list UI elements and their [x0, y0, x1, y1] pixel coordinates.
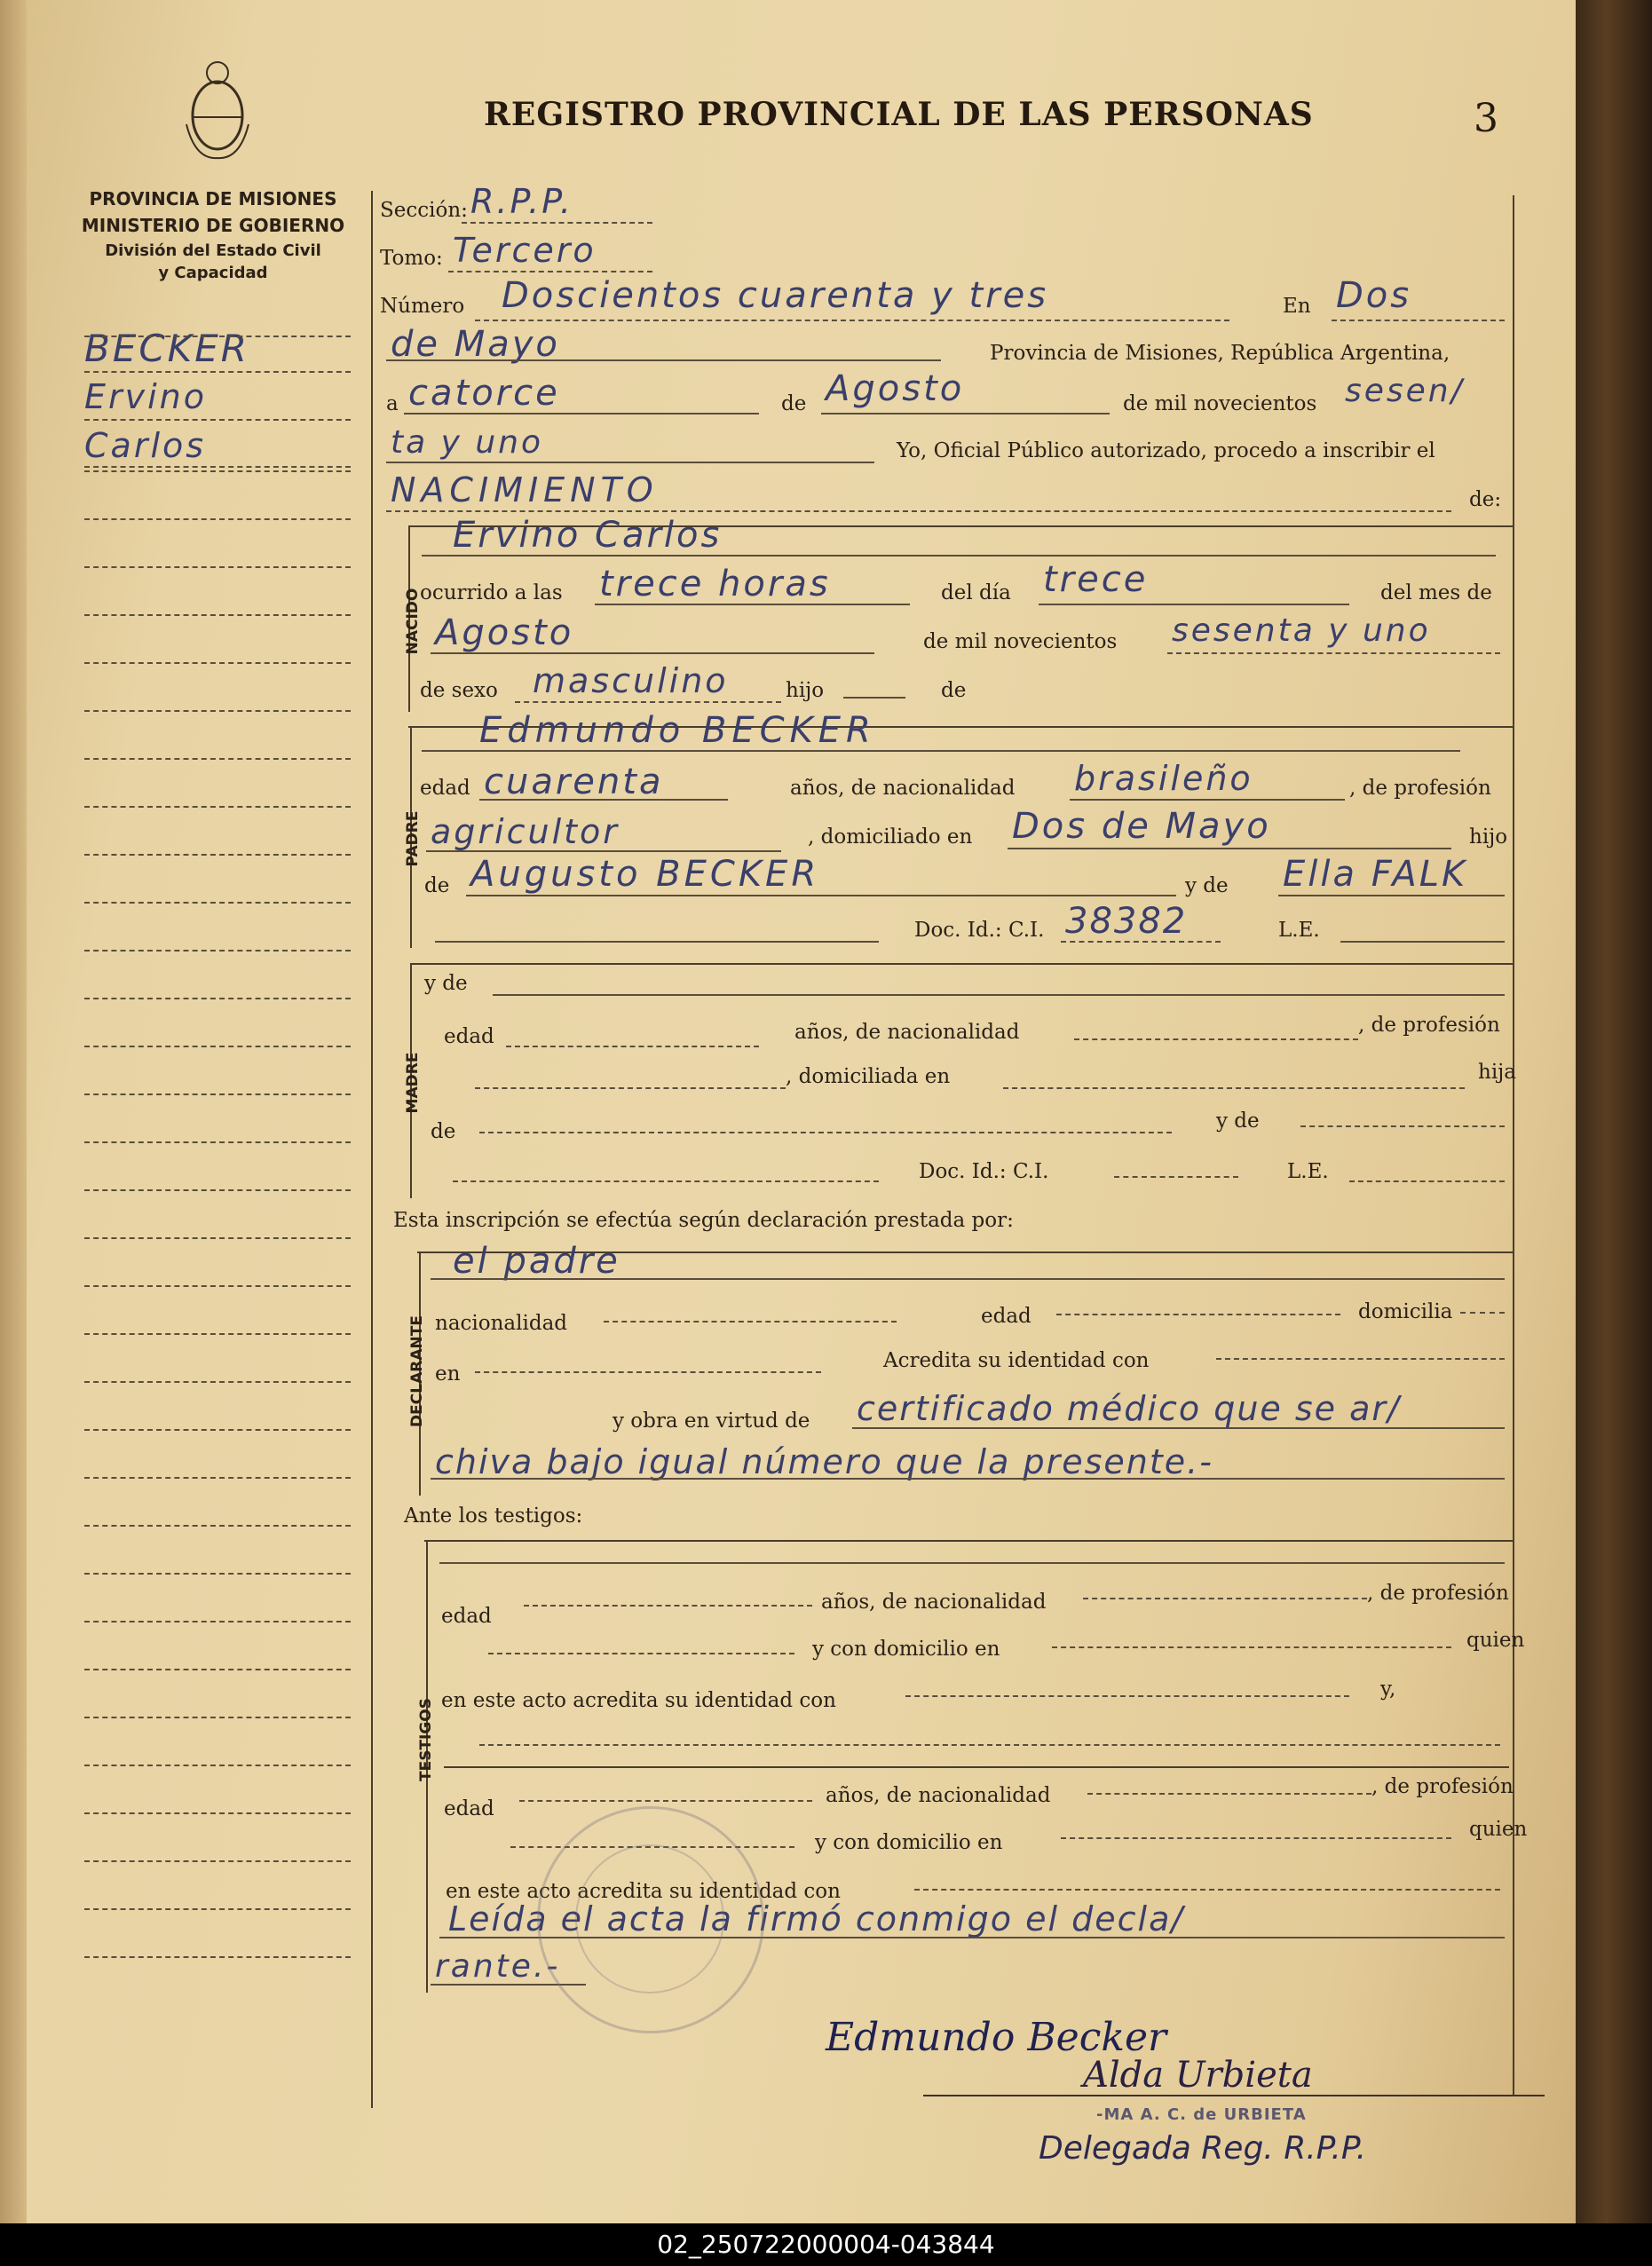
nacido-de-label: de	[941, 679, 967, 702]
image-id-footer: 02_250722000004-043844	[0, 2223, 1652, 2266]
declarante-edad-label: edad	[981, 1305, 1032, 1328]
coat-of-arms-icon	[178, 53, 257, 169]
margin-rule-line	[84, 1812, 351, 1814]
padre-section-label: PADRE	[404, 810, 422, 867]
anio-1: sesen/	[1345, 373, 1465, 409]
margin-rule-line	[84, 1429, 351, 1431]
margin-rule-line	[84, 1285, 351, 1287]
nacido-nombre: Ervino Carlos	[453, 515, 723, 556]
padre-profesion-label: , de profesión	[1349, 777, 1491, 800]
hora-value: trece horas	[599, 564, 831, 604]
testigo2-quien-label: quien	[1469, 1818, 1528, 1841]
firma-oficial: Alda Urbieta	[1083, 2055, 1313, 2096]
en-label: En	[1283, 295, 1311, 318]
previous-page-edge	[0, 0, 28, 2223]
margin-rule-line	[84, 1908, 351, 1910]
madre-nacionalidad-label: años, de nacionalidad	[794, 1021, 1020, 1044]
hijo-label: hijo	[786, 679, 825, 702]
oficial-text: Yo, Oficial Público autorizado, procedo a inscribir el	[897, 439, 1435, 462]
margin-rule-line	[84, 1669, 351, 1670]
margin-rule-line	[84, 950, 351, 951]
testigo1-quien-label: quien	[1466, 1629, 1525, 1652]
margin-rule-line	[84, 1621, 351, 1623]
margin-rule-line	[84, 710, 351, 712]
testigo2-acredita-label: en este acto acredita su identidad con	[446, 1880, 841, 1903]
documento-1: certificado médico que se ar/	[857, 1389, 1401, 1428]
madre-le-label: L.E.	[1287, 1160, 1329, 1183]
margin-rule-line	[84, 566, 351, 568]
margin-rule-line	[84, 806, 351, 808]
madre-y-de2-label: y de	[1216, 1109, 1260, 1133]
province-name: PROVINCIA DE MISIONES	[89, 188, 337, 209]
numero-label: Número	[380, 295, 465, 318]
margin-rule-line	[84, 1333, 351, 1335]
madre-hija-label: hija	[1478, 1061, 1517, 1084]
margin-rule-line	[84, 854, 351, 856]
padre-y-de-label: y de	[1185, 874, 1229, 897]
page-number: 3	[1474, 96, 1499, 141]
numero-value: Doscientos cuarenta y tres	[502, 275, 1049, 316]
margin-rule-line	[84, 1189, 351, 1191]
domiciliada-label: , domiciliada en	[786, 1065, 951, 1088]
testigo1-nacionalidad-label: años, de nacionalidad	[821, 1591, 1047, 1614]
padre-nacionalidad-label: años, de nacionalidad	[790, 777, 1016, 800]
margin-surname: BECKER	[84, 327, 249, 370]
margin-rule-line	[84, 1717, 351, 1718]
padre-doc-label: Doc. Id.: C.I.	[914, 919, 1045, 942]
tomo-value: Tercero	[453, 231, 597, 270]
sexo-value: masculino	[533, 661, 729, 700]
margin-rule-line	[84, 998, 351, 999]
margin-rule-line	[84, 470, 351, 472]
acredita-label: Acredita su identidad con	[883, 1349, 1150, 1372]
margin-name-line	[84, 336, 351, 337]
margin-rule-line	[84, 758, 351, 760]
madre-doc-label: Doc. Id.: C.I.	[919, 1160, 1049, 1183]
seccion-value: R.P.P.	[470, 182, 574, 221]
domiciliado-label: , domiciliado en	[808, 825, 973, 849]
madre-y-de-label: y de	[424, 972, 468, 995]
declarante-nombre: el padre	[453, 1241, 620, 1282]
margin-rule-line	[84, 902, 351, 904]
abuela-paterna: Ella FALK	[1283, 854, 1468, 895]
mil-label: de mil novecientos	[1123, 392, 1317, 415]
lugar-1: Dos	[1336, 275, 1412, 316]
padre-nombre: Edmundo BECKER	[479, 710, 876, 751]
margin-rule-line	[84, 1237, 351, 1239]
testigo2-domicilio-label: y con domicilio en	[815, 1831, 1003, 1854]
nacido-section-label: NACIDO	[404, 588, 422, 655]
cierre-texto-2: rante.-	[435, 1948, 561, 1985]
margin-rule-line	[84, 1525, 351, 1527]
obra-label: y obra en virtud de	[613, 1409, 810, 1433]
margin-name-line	[84, 466, 351, 468]
madre-section-label: MADRE	[404, 1052, 422, 1114]
margin-rule-line	[84, 662, 351, 664]
madre-de-label: de	[431, 1120, 456, 1143]
declarante-section-label: DECLARANTE	[408, 1315, 426, 1427]
del-mes-label: del mes de	[1380, 581, 1492, 604]
testigo2-nacionalidad-label: años, de nacionalidad	[826, 1784, 1051, 1807]
madre-edad-label: edad	[444, 1025, 494, 1048]
padre-nacionalidad: brasileño	[1074, 759, 1253, 798]
division-name: División del Estado Civil	[105, 241, 321, 260]
main-frame-left	[371, 191, 373, 2108]
ministry-name: MINISTERIO DE GOBIERNO	[81, 215, 345, 236]
testigo1-acredita-label: en este acto acredita su identidad con	[441, 1689, 836, 1712]
division-name-2: y Capacidad	[158, 264, 268, 282]
firma-declarante: Edmundo Becker	[826, 2015, 1167, 2060]
ocurrido-label: ocurrido a las	[420, 581, 563, 604]
declaracion-intro: Esta inscripción se efectúa según declaración prestada por:	[393, 1209, 1014, 1232]
issuing-authority	[62, 188, 364, 282]
padre-profesion: agricultor	[431, 812, 620, 851]
testigo1-edad-label: edad	[441, 1605, 492, 1628]
padre-domicilio: Dos de Mayo	[1012, 806, 1271, 847]
margin-rule-line	[84, 614, 351, 616]
testigo2-profesion-label: , de profesión	[1371, 1775, 1514, 1798]
padre-edad: cuarenta	[484, 762, 664, 802]
padre-hijo-label: hijo	[1469, 825, 1508, 849]
margin-first-name: Ervino	[84, 377, 208, 416]
testigo1-profesion-label: , de profesión	[1367, 1582, 1509, 1605]
testigo2-edad-label: edad	[444, 1797, 494, 1820]
margin-rule-line	[84, 1477, 351, 1479]
padre-ci: 38382	[1065, 901, 1188, 942]
margin-name-line	[84, 371, 351, 373]
padre-le-label: L.E.	[1278, 919, 1320, 942]
testigo1-y-label: y,	[1380, 1678, 1396, 1701]
de-colon-label: de:	[1469, 488, 1502, 511]
nacido-anio: sesenta y uno	[1172, 612, 1431, 649]
anio-2: ta y uno	[391, 424, 544, 461]
margin-rule-line	[84, 518, 351, 520]
tomo-label: Tomo:	[380, 247, 443, 270]
seccion-label: Sección:	[380, 199, 468, 222]
margin-rule-line	[84, 1956, 351, 1958]
margin-rule-line	[84, 1046, 351, 1047]
official-seal-stamp	[537, 1806, 764, 2033]
provincia-text: Provincia de Misiones, República Argentina,	[990, 342, 1450, 365]
register-title: REGISTRO PROVINCIAL DE LAS PERSONAS	[484, 96, 1314, 133]
madre-profesion-label: , de profesión	[1358, 1014, 1500, 1037]
acto-value: NACIMIENTO	[391, 470, 659, 509]
padre-de-label: de	[424, 874, 450, 897]
declarante-en-label: en	[435, 1362, 461, 1386]
margin-rule-line	[84, 1094, 351, 1095]
abuelo-paterno: Augusto BECKER	[470, 854, 820, 895]
book-binding	[1576, 0, 1652, 2223]
margin-middle-name: Carlos	[84, 426, 207, 465]
sello-nombre: -MA A. C. de URBIETA	[1096, 2105, 1307, 2124]
margin-rule-line	[84, 1381, 351, 1383]
cierre-texto-1: Leída el acta la firmó conmigo el decla/	[448, 1899, 1185, 1938]
margin-rule-line	[84, 1573, 351, 1575]
nacido-mes: Agosto	[435, 612, 574, 653]
testigo1-domicilio-label: y con domicilio en	[812, 1638, 1000, 1661]
testigos-section-label: TESTIGOS	[417, 1697, 435, 1782]
margin-rule-line	[84, 1141, 351, 1143]
declarante-domicilia-label: domicilia	[1358, 1300, 1453, 1323]
main-frame-right	[1513, 195, 1514, 2095]
margin-name-line	[84, 419, 351, 421]
padre-edad-label: edad	[420, 777, 470, 800]
declarante-nacionalidad-label: nacionalidad	[435, 1312, 568, 1335]
a-label: a	[386, 392, 399, 415]
nacido-dia: trece	[1043, 559, 1149, 600]
sexo-label: de sexo	[420, 679, 498, 702]
margin-rule-line	[84, 1765, 351, 1766]
mes-value: Agosto	[826, 368, 965, 409]
sello-cargo: Delegada Reg. R.P.P.	[1039, 2130, 1367, 2167]
margin-rule-line	[84, 1860, 351, 1862]
testigos-intro: Ante los testigos:	[404, 1504, 583, 1528]
lugar-2: de Mayo	[391, 324, 560, 365]
del-dia-label: del día	[941, 581, 1011, 604]
nacido-mil-label: de mil novecientos	[923, 630, 1118, 653]
dia-value: catorce	[408, 373, 560, 414]
documento-2: chiva bajo igual número que la presente.-	[435, 1442, 1213, 1481]
de-label: de	[781, 392, 807, 415]
